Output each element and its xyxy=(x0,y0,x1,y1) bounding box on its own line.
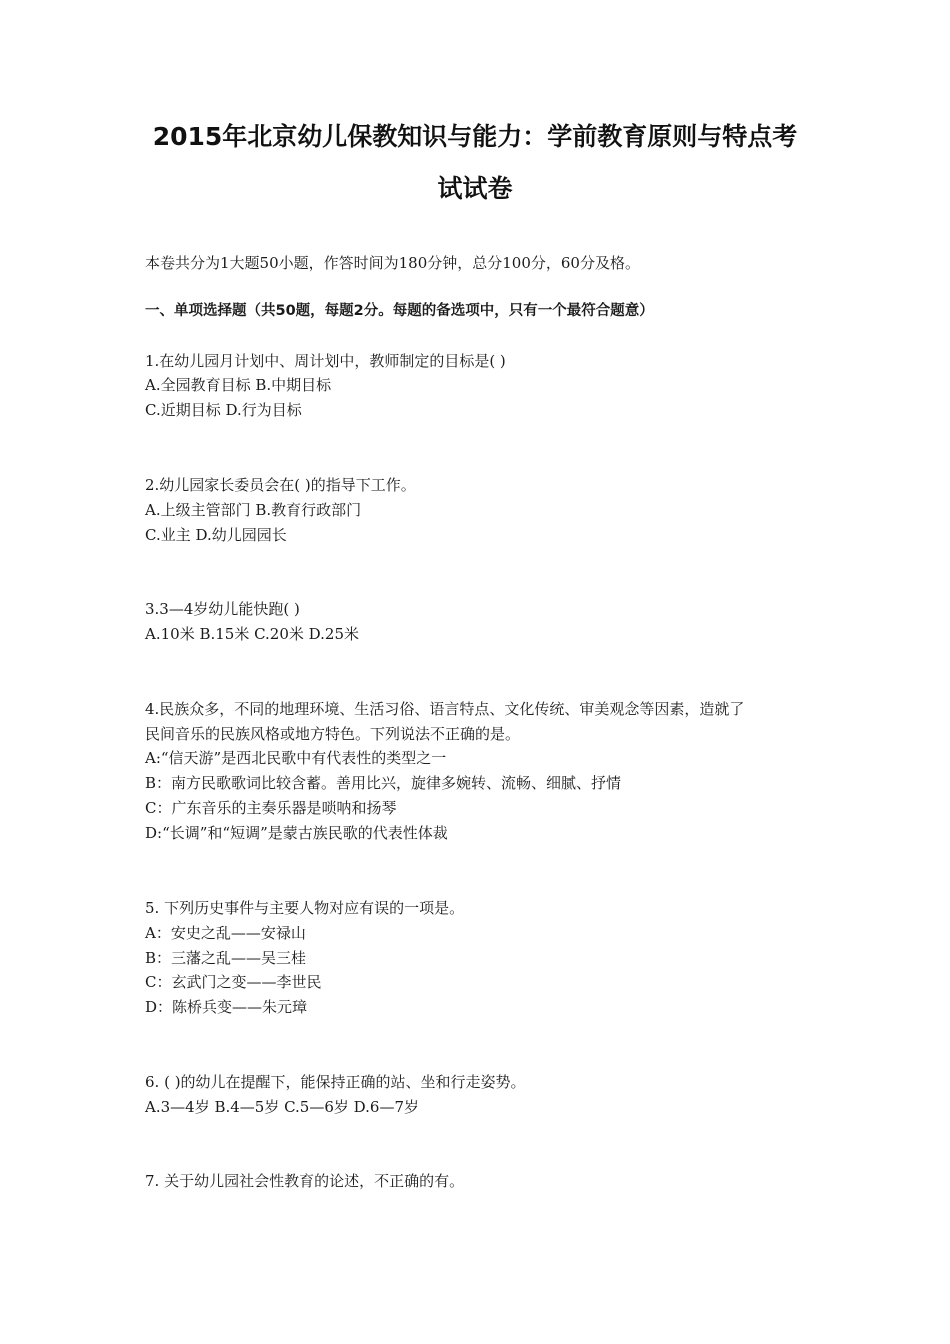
question-5-option-a: A：安史之乱——安禄山 xyxy=(145,924,306,942)
question-3-stem: 3.3—4岁幼儿能快跑( ) xyxy=(145,600,300,618)
question-4-option-b: B：南方民歌歌词比较含蓄。善用比兴，旋律多婉转、流畅、细腻、抒情 xyxy=(145,774,622,792)
question-5-option-b: B：三藩之乱——吴三桂 xyxy=(145,949,307,967)
question-4-stem: 4.民族众多，不同的地理环境、生活习俗、语言特点、文化传统、审美观念等因素，造就了 xyxy=(145,700,745,718)
question-1-stem: 1.在幼儿园月计划中、周计划中，教师制定的目标是( ) xyxy=(145,352,506,370)
question-3-option-line: A.10米 B.15米 C.20米 D.25米 xyxy=(145,625,360,643)
question-4-option-c: C：广东音乐的主奏乐器是唢呐和扬琴 xyxy=(145,799,397,817)
question-1-option-line: C.近期目标 D.行为目标 xyxy=(145,401,302,419)
question-1-option-line: A.全园教育目标 B.中期目标 xyxy=(145,376,332,394)
question-7-stem: 7. 关于幼儿园社会性教育的论述，不正确的有。 xyxy=(145,1172,465,1190)
document-title-line-1: 2015年北京幼儿保教知识与能力：学前教育原则与特点考 xyxy=(152,122,798,151)
question-5-option-c: C：玄武门之变——李世民 xyxy=(145,973,322,991)
question-5-option-d: D：陈桥兵变——朱元璋 xyxy=(145,998,308,1016)
question-2-option-line: C.业主 D.幼儿园园长 xyxy=(145,526,287,544)
question-4-option-a: A:“信天游”是西北民歌中有代表性的类型之一 xyxy=(145,749,447,767)
question-6-option-line: A.3—4岁 B.4—5岁 C.5—6岁 D.6—7岁 xyxy=(145,1098,420,1116)
question-4-stem: 民间音乐的民族风格或地方特色。下列说法不正确的是。 xyxy=(145,725,521,743)
question-2-option-line: A.上级主管部门 B.教育行政部门 xyxy=(145,501,362,519)
section-heading: 一、单项选择题（共50题，每题2分。每题的备选项中，只有一个最符合题意） xyxy=(145,303,654,319)
question-5-stem: 5. 下列历史事件与主要人物对应有误的一项是。 xyxy=(145,899,465,917)
question-4-option-d: D:“长调”和“短调”是蒙古族民歌的代表性体裁 xyxy=(145,824,448,842)
question-2-stem: 2.幼儿园家长委员会在( )的指导下工作。 xyxy=(145,476,416,494)
question-6-stem: 6. ( )的幼儿在提醒下，能保持正确的站、坐和行走姿势。 xyxy=(145,1073,526,1091)
document-title-line-2: 试试卷 xyxy=(437,174,513,203)
exam-intro: 本卷共分为1大题50小题，作答时间为180分钟，总分100分，60分及格。 xyxy=(145,254,640,272)
